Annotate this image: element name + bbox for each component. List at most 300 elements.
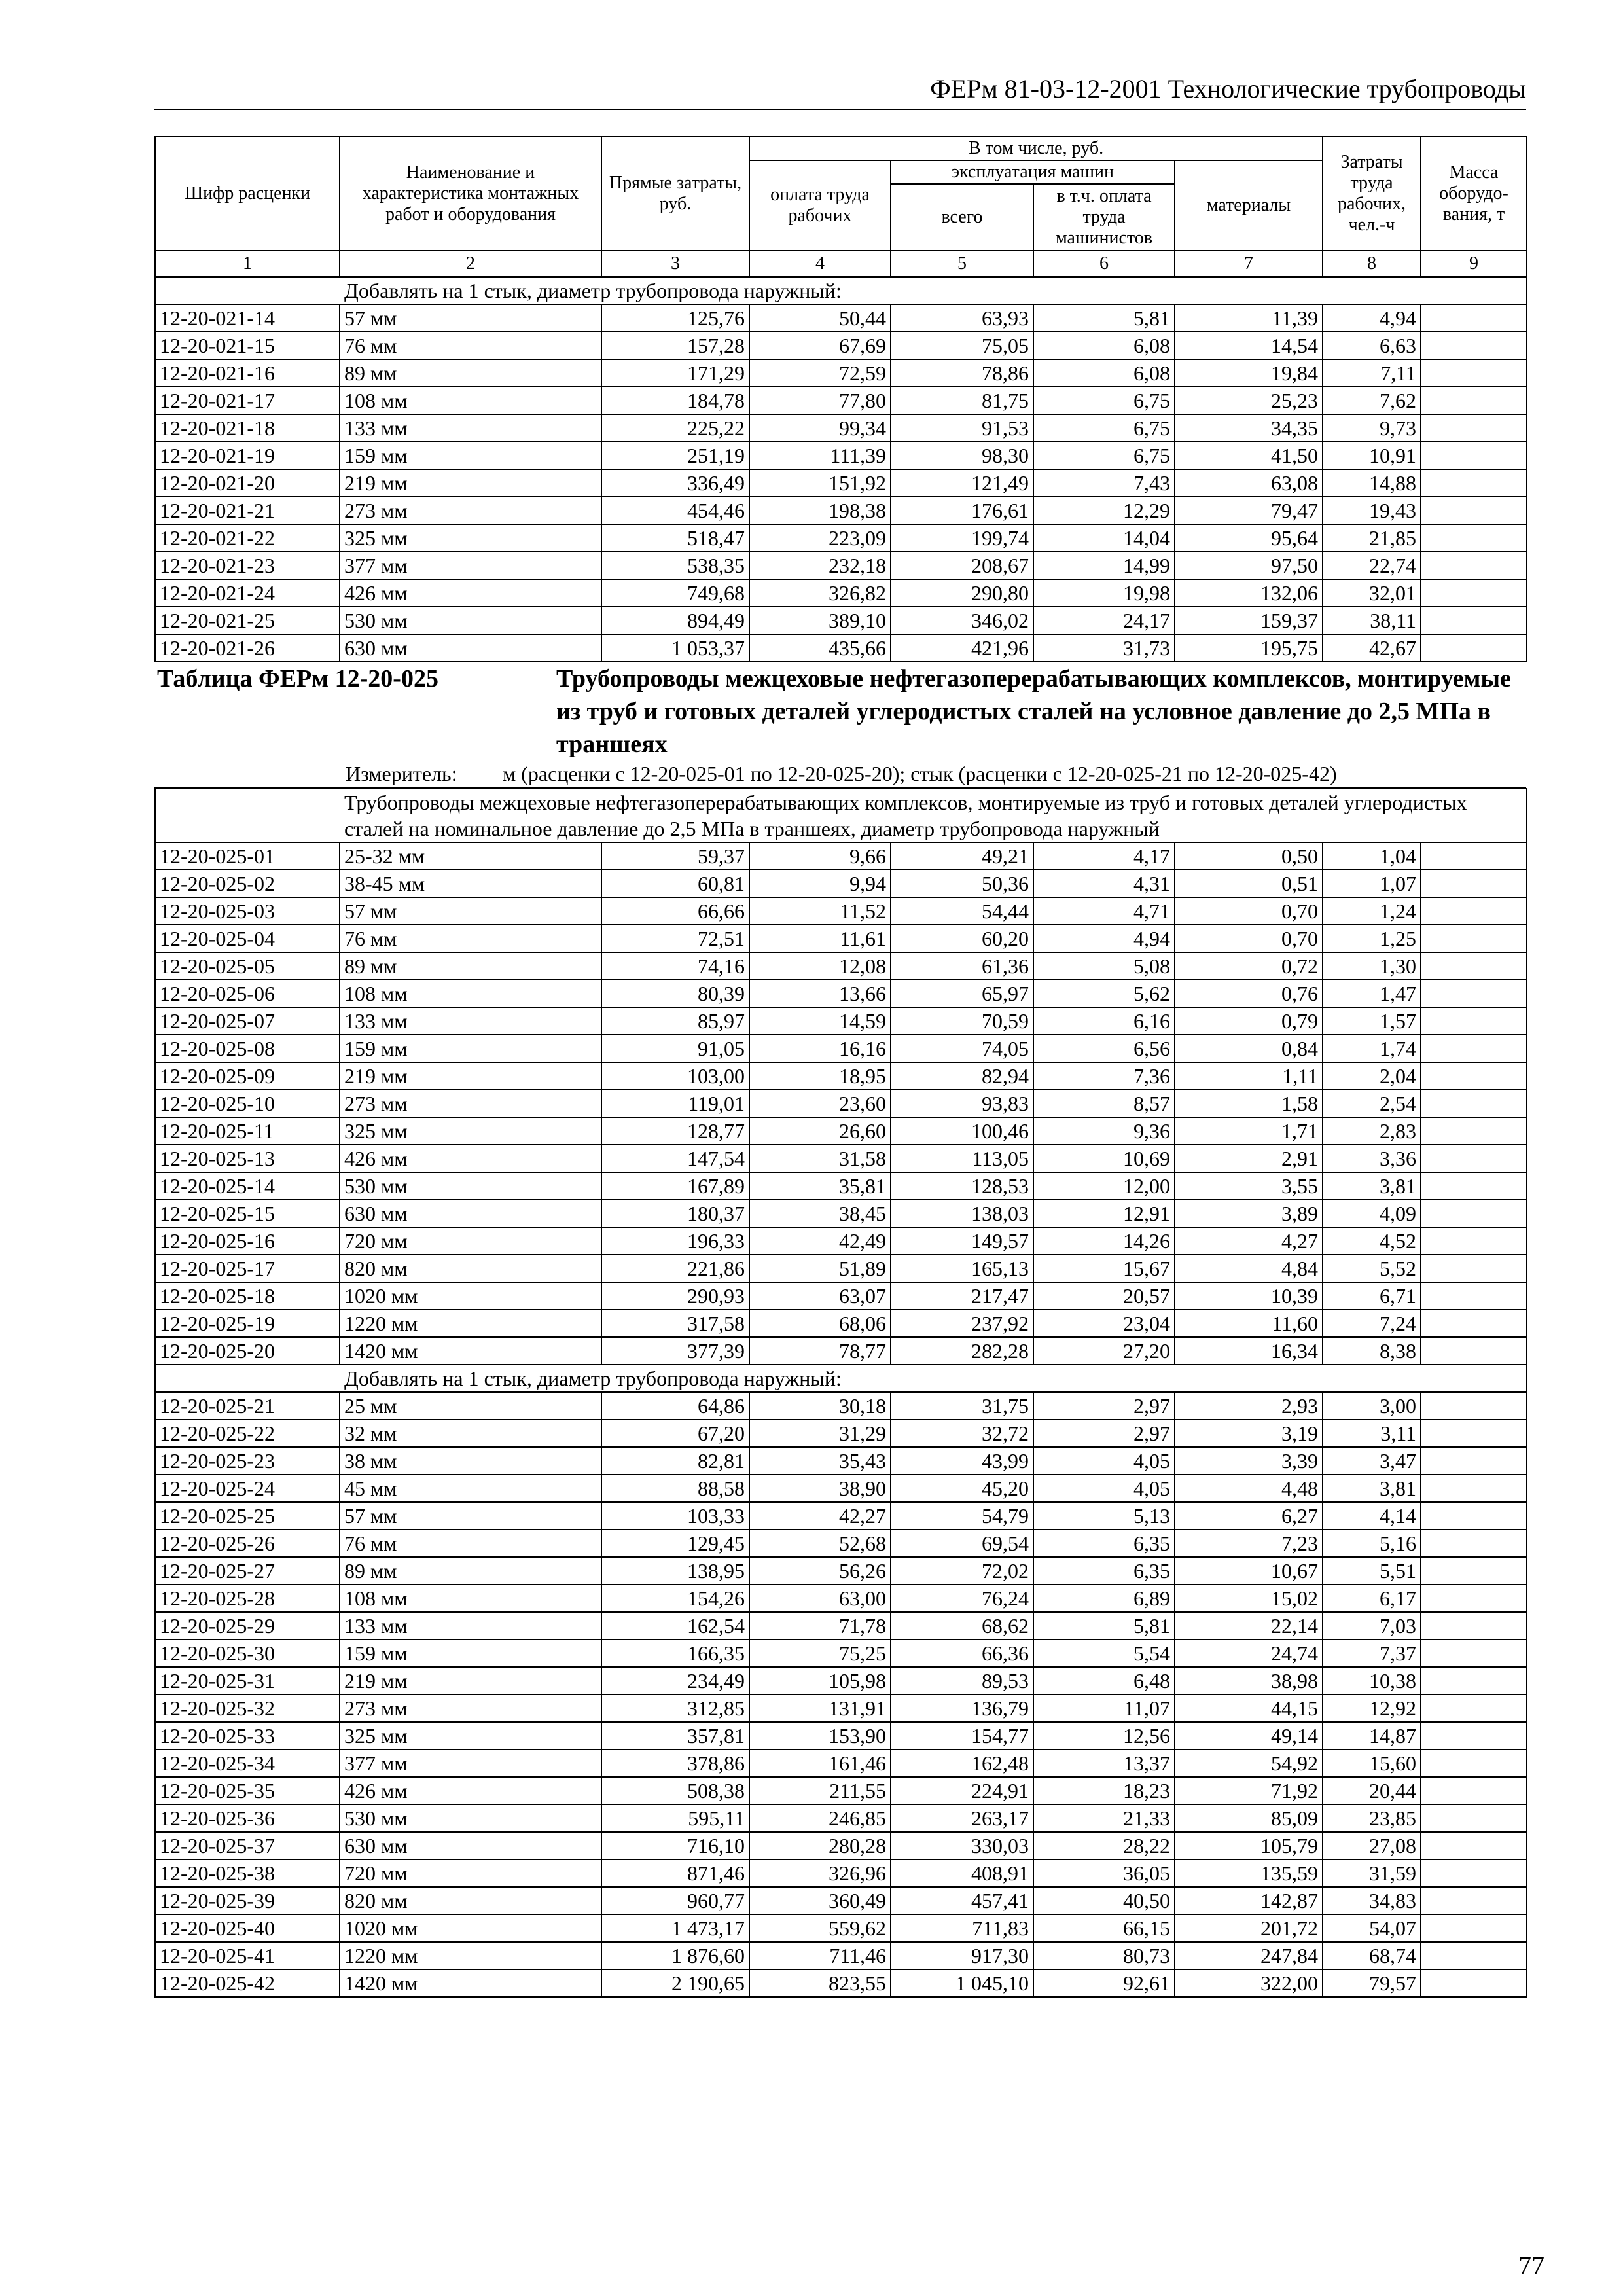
labor-pay: 35,81 [749,1172,891,1200]
machines-total: 98,30 [891,442,1033,469]
machinist-pay: 6,35 [1033,1530,1175,1557]
machinist-pay: 6,48 [1033,1667,1175,1695]
direct-cost: 167,89 [601,1172,749,1200]
rate-code: 12-20-025-39 [155,1887,340,1914]
materials: 132,06 [1175,579,1323,607]
col-num: 9 [1421,251,1527,277]
equipment-mass [1421,1502,1527,1530]
rate-code: 12-20-021-17 [155,387,340,414]
table-row [155,1282,1527,1310]
labor-pay: 223,09 [749,524,891,552]
machinist-pay: 14,26 [1033,1227,1175,1255]
machinist-pay: 9,36 [1033,1117,1175,1145]
section-subheading: Трубопроводы межцеховые нефтегазоперерабатывающих комплексов, монтируемые из труб и готовых деталей углеродистых сталей на номинальное давление до 2,5 МПа в траншеях, диаметр трубопровода наружный [155,789,1527,842]
machinist-pay: 6,75 [1033,387,1175,414]
labor-hours: 3,81 [1323,1475,1421,1502]
machinist-pay: 8,57 [1033,1090,1175,1117]
work-name: 325 мм [340,1722,601,1749]
rate-code: 12-20-021-14 [155,304,340,332]
labor-hours: 42,67 [1323,634,1421,662]
machinist-pay: 2,97 [1033,1392,1175,1420]
materials: 3,89 [1175,1200,1323,1227]
work-name: 89 мм [340,359,601,387]
machinist-pay: 12,00 [1033,1172,1175,1200]
machines-total: 32,72 [891,1420,1033,1447]
equipment-mass [1421,497,1527,524]
work-name: 25-32 мм [340,842,601,870]
rate-code: 12-20-025-29 [155,1612,340,1640]
rate-code: 12-20-021-26 [155,634,340,662]
labor-pay: 77,80 [749,387,891,414]
direct-cost: 85,97 [601,1007,749,1035]
labor-hours: 6,63 [1323,332,1421,359]
rate-code: 12-20-025-36 [155,1804,340,1832]
direct-cost: 234,49 [601,1667,749,1695]
equipment-mass [1421,1255,1527,1282]
table-row [155,1749,1527,1777]
work-name: 630 мм [340,1832,601,1859]
table-row [155,1969,1527,1997]
table-row [155,469,1527,497]
labor-pay: 435,66 [749,634,891,662]
work-name: 530 мм [340,1804,601,1832]
col-num: 3 [601,251,749,277]
materials: 0,72 [1175,952,1323,980]
work-name: 57 мм [340,897,601,925]
machines-total: 69,54 [891,1530,1033,1557]
table-row [155,1502,1527,1530]
labor-pay: 9,66 [749,842,891,870]
labor-pay: 14,59 [749,1007,891,1035]
direct-cost: 312,85 [601,1695,749,1722]
machinist-pay: 4,17 [1033,842,1175,870]
labor-hours: 1,57 [1323,1007,1421,1035]
machines-total: 70,59 [891,1007,1033,1035]
labor-pay: 78,77 [749,1337,891,1365]
machines-total: 75,05 [891,332,1033,359]
direct-cost: 871,46 [601,1859,749,1887]
machines-total: 93,83 [891,1090,1033,1117]
table-row [155,1722,1527,1749]
labor-pay: 211,55 [749,1777,891,1804]
work-name: 45 мм [340,1475,601,1502]
equipment-mass [1421,897,1527,925]
equipment-mass [1421,414,1527,442]
equipment-mass [1421,1420,1527,1447]
equipment-mass [1421,925,1527,952]
machinist-pay: 19,98 [1033,579,1175,607]
materials: 322,00 [1175,1969,1323,1997]
labor-pay: 42,49 [749,1227,891,1255]
col-num: 2 [340,251,601,277]
table-row [155,1090,1527,1117]
table-row [155,442,1527,469]
machines-total: 346,02 [891,607,1033,634]
direct-cost: 2 190,65 [601,1969,749,1997]
labor-pay: 51,89 [749,1255,891,1282]
labor-pay: 11,61 [749,925,891,952]
labor-pay: 31,58 [749,1145,891,1172]
work-name: 820 мм [340,1887,601,1914]
work-name: 219 мм [340,1667,601,1695]
labor-pay: 326,96 [749,1859,891,1887]
table-row [155,952,1527,980]
table-row [155,359,1527,387]
labor-hours: 1,47 [1323,980,1421,1007]
machinist-pay: 15,67 [1033,1255,1175,1282]
rate-code: 12-20-025-03 [155,897,340,925]
materials: 195,75 [1175,634,1323,662]
work-name: 325 мм [340,1117,601,1145]
materials: 3,55 [1175,1172,1323,1200]
materials: 4,27 [1175,1227,1323,1255]
direct-cost: 184,78 [601,387,749,414]
equipment-mass [1421,1859,1527,1887]
work-name: 133 мм [340,1007,601,1035]
direct-cost: 336,49 [601,469,749,497]
labor-pay: 153,90 [749,1722,891,1749]
materials: 15,02 [1175,1585,1323,1612]
labor-pay: 18,95 [749,1062,891,1090]
rate-code: 12-20-025-32 [155,1695,340,1722]
work-name: 630 мм [340,1200,601,1227]
machines-total: 49,21 [891,842,1033,870]
direct-cost: 1 053,37 [601,634,749,662]
rate-code: 12-20-025-09 [155,1062,340,1090]
rate-code: 12-20-021-15 [155,332,340,359]
section-2-rows [155,842,1527,1365]
table-row [155,1447,1527,1475]
labor-hours: 2,04 [1323,1062,1421,1090]
machines-total: 138,03 [891,1200,1033,1227]
table-row [155,1475,1527,1502]
machinist-pay: 5,54 [1033,1640,1175,1667]
direct-cost: 196,33 [601,1227,749,1255]
table-row [155,870,1527,897]
machinist-pay: 21,33 [1033,1804,1175,1832]
machines-total: 50,36 [891,870,1033,897]
materials: 44,15 [1175,1695,1323,1722]
rate-code: 12-20-021-24 [155,579,340,607]
col-head-labor-pay: оплата труда рабочих [749,160,891,251]
machines-total: 237,92 [891,1310,1033,1337]
materials: 85,09 [1175,1804,1323,1832]
labor-hours: 2,83 [1323,1117,1421,1145]
labor-pay: 16,16 [749,1035,891,1062]
labor-pay: 360,49 [749,1887,891,1914]
labor-hours: 68,74 [1323,1942,1421,1969]
page-header: ФЕРм 81-03-12-2001 Технологические трубопроводы [154,73,1526,110]
work-name: 133 мм [340,414,601,442]
table-row [155,1859,1527,1887]
work-name: 630 мм [340,634,601,662]
machines-total: 165,13 [891,1255,1033,1282]
labor-hours: 7,03 [1323,1612,1421,1640]
table-row [155,1887,1527,1914]
table-row [155,1062,1527,1090]
machinist-pay: 6,75 [1033,442,1175,469]
direct-cost: 508,38 [601,1777,749,1804]
rate-code: 12-20-021-25 [155,607,340,634]
direct-cost: 180,37 [601,1200,749,1227]
machinist-pay: 12,56 [1033,1722,1175,1749]
machinist-pay: 12,91 [1033,1200,1175,1227]
machinist-pay: 4,94 [1033,925,1175,952]
machines-total: 290,80 [891,579,1033,607]
rate-code: 12-20-025-04 [155,925,340,952]
direct-cost: 538,35 [601,552,749,579]
labor-pay: 198,38 [749,497,891,524]
labor-hours: 8,38 [1323,1337,1421,1365]
labor-pay: 246,85 [749,1804,891,1832]
table-row [155,634,1527,662]
materials: 6,27 [1175,1502,1323,1530]
direct-cost: 88,58 [601,1475,749,1502]
rate-code: 12-20-025-11 [155,1117,340,1145]
col-head-code: Шифр расценки [155,137,340,251]
machinist-pay: 28,22 [1033,1832,1175,1859]
direct-cost: 377,39 [601,1337,749,1365]
labor-pay: 71,78 [749,1612,891,1640]
machines-total: 711,83 [891,1914,1033,1942]
machines-total: 72,02 [891,1557,1033,1585]
equipment-mass [1421,607,1527,634]
direct-cost: 225,22 [601,414,749,442]
work-name: 38 мм [340,1447,601,1475]
equipment-mass [1421,1035,1527,1062]
machinist-pay: 14,99 [1033,552,1175,579]
labor-pay: 232,18 [749,552,891,579]
direct-cost: 72,51 [601,925,749,952]
machines-total: 149,57 [891,1227,1033,1255]
table-row [155,1255,1527,1282]
table-row [155,1007,1527,1035]
machines-total: 61,36 [891,952,1033,980]
labor-hours: 6,17 [1323,1585,1421,1612]
equipment-mass [1421,1475,1527,1502]
col-head-machinist-pay: в т.ч. оплата труда машинистов [1033,184,1175,251]
machines-total: 66,36 [891,1640,1033,1667]
machines-total: 78,86 [891,359,1033,387]
machines-total: 282,28 [891,1337,1033,1365]
machinist-pay: 13,37 [1033,1749,1175,1777]
equipment-mass [1421,870,1527,897]
machines-total: 224,91 [891,1777,1033,1804]
materials: 1,71 [1175,1117,1323,1145]
table-row [155,524,1527,552]
equipment-mass [1421,524,1527,552]
col-head-labor-cost: Затраты труда рабочих, чел.-ч [1323,137,1421,251]
table-row [155,1557,1527,1585]
direct-cost: 129,45 [601,1530,749,1557]
table-row [155,1695,1527,1722]
machines-total: 263,17 [891,1804,1033,1832]
machinist-pay: 4,71 [1033,897,1175,925]
labor-pay: 30,18 [749,1392,891,1420]
machinist-pay: 6,16 [1033,1007,1175,1035]
rate-code: 12-20-025-25 [155,1502,340,1530]
rate-code: 12-20-025-05 [155,952,340,980]
work-name: 426 мм [340,1777,601,1804]
machines-total: 208,67 [891,552,1033,579]
col-head-machines-total: всего [891,184,1033,251]
work-name: 1220 мм [340,1310,601,1337]
direct-cost: 290,93 [601,1282,749,1310]
machinist-pay: 80,73 [1033,1942,1175,1969]
labor-pay: 63,07 [749,1282,891,1310]
machinist-pay: 23,04 [1033,1310,1175,1337]
rate-code: 12-20-025-35 [155,1777,340,1804]
materials: 10,39 [1175,1282,1323,1310]
materials: 22,14 [1175,1612,1323,1640]
machines-total: 162,48 [891,1749,1033,1777]
section-1-rows [155,304,1527,662]
rate-code: 12-20-025-14 [155,1172,340,1200]
materials: 1,11 [1175,1062,1323,1090]
rate-code: 12-20-025-31 [155,1667,340,1695]
direct-cost: 749,68 [601,579,749,607]
work-name: 76 мм [340,1530,601,1557]
equipment-mass [1421,552,1527,579]
labor-hours: 4,14 [1323,1502,1421,1530]
rate-code: 12-20-025-07 [155,1007,340,1035]
work-name: 219 мм [340,1062,601,1090]
labor-pay: 99,34 [749,414,891,442]
table-row [155,925,1527,952]
table-row [155,1612,1527,1640]
labor-hours: 7,37 [1323,1640,1421,1667]
table-row [155,304,1527,332]
work-name: 133 мм [340,1612,601,1640]
machinist-pay: 6,56 [1033,1035,1175,1062]
labor-pay: 823,55 [749,1969,891,1997]
machines-total: 176,61 [891,497,1033,524]
labor-hours: 5,52 [1323,1255,1421,1282]
labor-pay: 280,28 [749,1832,891,1859]
table-row [155,1392,1527,1420]
equipment-mass [1421,952,1527,980]
col-num: 1 [155,251,340,277]
machinist-pay: 14,04 [1033,524,1175,552]
labor-pay: 12,08 [749,952,891,980]
materials: 11,39 [1175,304,1323,332]
labor-hours: 2,54 [1323,1090,1421,1117]
equipment-mass [1421,1062,1527,1090]
rate-code: 12-20-025-28 [155,1585,340,1612]
labor-pay: 63,00 [749,1585,891,1612]
labor-hours: 1,04 [1323,842,1421,870]
machinist-pay: 66,15 [1033,1914,1175,1942]
materials: 14,54 [1175,332,1323,359]
direct-cost: 147,54 [601,1145,749,1172]
machines-total: 74,05 [891,1035,1033,1062]
direct-cost: 64,86 [601,1392,749,1420]
table-row [155,1777,1527,1804]
rate-code: 12-20-025-21 [155,1392,340,1420]
materials: 135,59 [1175,1859,1323,1887]
machines-total: 54,79 [891,1502,1033,1530]
materials: 95,64 [1175,524,1323,552]
labor-pay: 75,25 [749,1640,891,1667]
table-row [155,332,1527,359]
labor-pay: 72,59 [749,359,891,387]
direct-cost: 125,76 [601,304,749,332]
labor-pay: 38,90 [749,1475,891,1502]
table-row [155,1172,1527,1200]
equipment-mass [1421,1969,1527,1997]
materials: 0,70 [1175,925,1323,952]
machinist-pay: 5,62 [1033,980,1175,1007]
machinist-pay: 7,43 [1033,469,1175,497]
materials: 0,50 [1175,842,1323,870]
table-row [155,1640,1527,1667]
work-name: 32 мм [340,1420,601,1447]
work-name: 159 мм [340,1035,601,1062]
materials: 159,37 [1175,607,1323,634]
labor-hours: 4,09 [1323,1200,1421,1227]
materials: 10,67 [1175,1557,1323,1585]
equipment-mass [1421,1612,1527,1640]
machinist-pay: 11,07 [1033,1695,1175,1722]
machinist-pay: 6,08 [1033,359,1175,387]
section-subheading: Добавлять на 1 стык, диаметр трубопровода наружный: [155,277,1527,304]
materials: 2,93 [1175,1392,1323,1420]
equipment-mass [1421,1282,1527,1310]
machines-total: 330,03 [891,1832,1033,1859]
col-num: 6 [1033,251,1175,277]
work-name: 89 мм [340,952,601,980]
labor-hours: 9,73 [1323,414,1421,442]
rates-table-area [154,136,1526,1998]
rate-code: 12-20-025-15 [155,1200,340,1227]
equipment-mass [1421,469,1527,497]
rate-code: 12-20-025-17 [155,1255,340,1282]
rate-code: 12-20-025-37 [155,1832,340,1859]
direct-cost: 894,49 [601,607,749,634]
materials: 1,58 [1175,1090,1323,1117]
rate-code: 12-20-025-13 [155,1145,340,1172]
table-row [155,579,1527,607]
equipment-mass [1421,1007,1527,1035]
work-name: 1420 мм [340,1969,601,1997]
table-row [155,1227,1527,1255]
work-name: 108 мм [340,980,601,1007]
machines-total: 100,46 [891,1117,1033,1145]
labor-pay: 31,29 [749,1420,891,1447]
materials: 24,74 [1175,1640,1323,1667]
machines-total: 113,05 [891,1145,1033,1172]
table-row [155,1117,1527,1145]
direct-cost: 91,05 [601,1035,749,1062]
machines-total: 91,53 [891,414,1033,442]
labor-hours: 32,01 [1323,579,1421,607]
machines-total: 54,44 [891,897,1033,925]
machinist-pay: 4,31 [1033,870,1175,897]
machines-total: 1 045,10 [891,1969,1033,1997]
section-subheading: Добавлять на 1 стык, диаметр трубопровода наружный: [155,1365,1527,1392]
rate-code: 12-20-021-20 [155,469,340,497]
equipment-mass [1421,1090,1527,1117]
measure-label: Измеритель: [346,762,457,785]
labor-pay: 23,60 [749,1090,891,1117]
materials: 0,79 [1175,1007,1323,1035]
materials: 16,34 [1175,1337,1323,1365]
equipment-mass [1421,359,1527,387]
materials: 201,72 [1175,1914,1323,1942]
work-name: 1020 мм [340,1282,601,1310]
rate-code: 12-20-021-16 [155,359,340,387]
machinist-pay: 5,81 [1033,304,1175,332]
